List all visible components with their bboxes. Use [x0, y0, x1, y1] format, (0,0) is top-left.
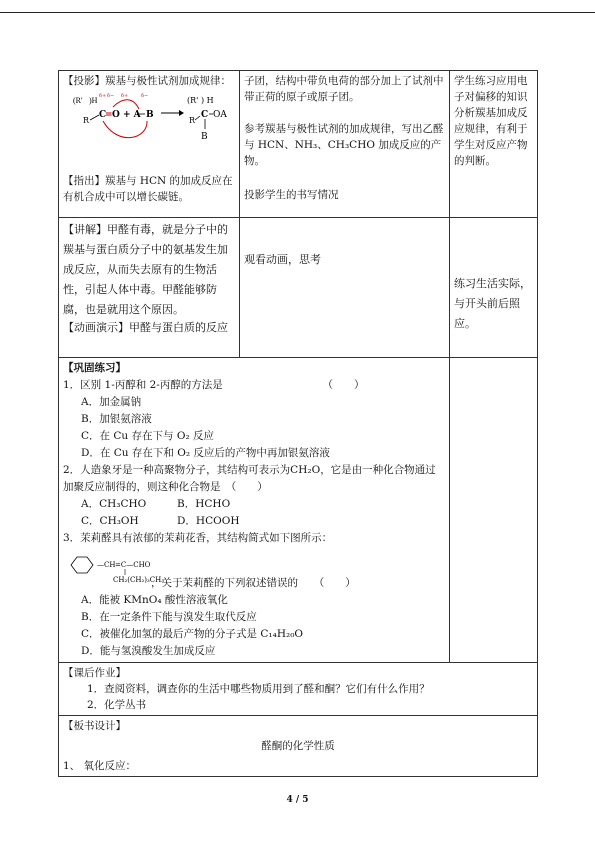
q2-options-row2	[63, 513, 445, 530]
q2-option-c: C．CH₃OH	[81, 515, 139, 527]
table-row	[59, 71, 538, 218]
q3-option-a: A．能被 KMnO₄ 酸性溶液氧化	[81, 594, 228, 606]
svg-text:δ−: δ−	[107, 93, 115, 99]
reaction-scheme-icon	[63, 89, 233, 151]
lecture-formaldehyde: 【讲解】甲醛有毒，就是分子中的羰基与蛋白质分子中的氨基发生加成反应，从而失去原有的生物活性，引起人体中毒。甲醛能够防腐，也是就用这个原因。	[63, 223, 228, 316]
q3-option-c: C．被催化加氢的最后产物的分子式是 C₁₄H₂₀O	[81, 628, 304, 640]
q1-option-a: A．加金属钠	[81, 396, 142, 408]
teacher-text-1: 子团，结构中带负电荷的部分加上了试剂中带正荷的原子或原子团。	[244, 75, 444, 103]
svg-text:B: B	[201, 132, 208, 142]
animation-demo: 【动画演示】甲醛与蛋白质的反应	[63, 321, 228, 334]
svg-text:δ−: δ−	[141, 93, 149, 99]
svg-text:B: B	[146, 110, 154, 120]
svg-text:(R': (R'	[187, 96, 199, 105]
q2-option-d: D．HCOOH	[177, 515, 240, 527]
question-1: 1．区别 1-丙醇和 2-丙醇的方法是 （ ）	[63, 379, 365, 391]
design-intent-2: 练习生活实际，与开头前后照应。	[454, 277, 531, 330]
svg-text:CH₂(CH₂)₃CH₃: CH₂(CH₂)₃CH₃	[113, 576, 165, 584]
question-3: 3．茉莉醛具有浓郁的茉莉花香，其结构简式如下图所示：	[63, 532, 333, 544]
svg-text:OA: OA	[213, 110, 227, 120]
homework-title: 【课后作业】	[63, 667, 126, 679]
svg-text:C: C	[201, 110, 209, 120]
question-3-tail: ，关于茉莉醛的下列叙述错误的 （ ）	[151, 577, 356, 589]
q1-option-b: B．加银氨溶液	[81, 413, 152, 425]
board-item-1: 1、 氧化反应：	[63, 760, 137, 772]
svg-text:δ+: δ+	[121, 93, 129, 99]
projection-title: 【投影】羰基与极性试剂加成规律：	[63, 75, 231, 87]
svg-text:δ+: δ+	[99, 93, 107, 99]
svg-text:R: R	[189, 116, 196, 125]
table-row	[59, 663, 538, 716]
jasminaldehyde-structure	[63, 553, 445, 585]
question-2: 2．人造象牙是一种高聚物分子，其结构可表示为CH₂O，它是由一种化合物通过加聚反应制得的，则这种化合物是 （ ）	[63, 464, 436, 493]
lesson-table	[58, 70, 538, 777]
homework-item-1: 1．查阅资料，调查你的生活中哪些物质用到了醛和酮？它们有什么作用？	[87, 683, 430, 695]
homework-item-2: 2．化学丛书	[87, 699, 147, 711]
q3-option-d: D．能与氢溴酸发生加成反应	[81, 645, 216, 657]
board-title: 【板书设计】	[63, 720, 126, 732]
header-rule	[0, 12, 595, 13]
svg-text:=: =	[105, 110, 113, 120]
table-row	[59, 218, 538, 358]
q2-option-a: A．CH₃CHO	[81, 498, 147, 510]
svg-text:O + A: O + A	[112, 110, 141, 120]
board-heading: 醛酮的化学性质	[261, 740, 335, 752]
q3-option-b: B．在一定条件下能与溴发生取代反应	[81, 611, 257, 623]
table-row	[59, 358, 538, 663]
table-row	[59, 716, 538, 777]
hcn-note: 【指出】羰基与 HCN 的加成反应在有机合成中可以增长碳链。	[63, 175, 233, 203]
structure-formula-icon	[63, 553, 183, 585]
page-number: 4 / 5	[286, 795, 309, 805]
svg-text:) H: ) H	[201, 96, 214, 105]
teacher-text-2: 参考羰基与极性试剂的加成规律，写出乙醛与 HCN、NH₃、CH₃CHO 加成反应的产物。	[244, 123, 444, 167]
carbonyl-addition-diagram	[63, 89, 235, 151]
svg-text:(R': (R'	[73, 96, 83, 105]
student-activity: 观看动画，思考	[244, 253, 321, 266]
design-intent-1: 学生练习应用电子对偏移的知识分析羰基加成反应规律，有利于学生对反应产物的判断。	[454, 75, 528, 167]
svg-text:R: R	[83, 116, 90, 125]
teacher-text-3: 投影学生的书写情况	[244, 189, 339, 201]
q2-options-row1	[63, 496, 445, 513]
q2-option-b: B．HCHO	[177, 498, 231, 510]
svg-text:)H: )H	[89, 96, 98, 105]
q1-option-d: D．在 Cu 存在下和 O₂ 反应后的产物中再加银氨溶液	[81, 447, 330, 459]
svg-text:C: C	[99, 110, 107, 120]
svg-text:—CH: —CH	[97, 561, 116, 569]
practice-title: 【巩固练习】	[63, 362, 126, 374]
q1-option-c: C．在 Cu 存在下与 O₂ 反应	[81, 430, 214, 442]
svg-text:=C—CHO: =C—CHO	[115, 561, 151, 569]
